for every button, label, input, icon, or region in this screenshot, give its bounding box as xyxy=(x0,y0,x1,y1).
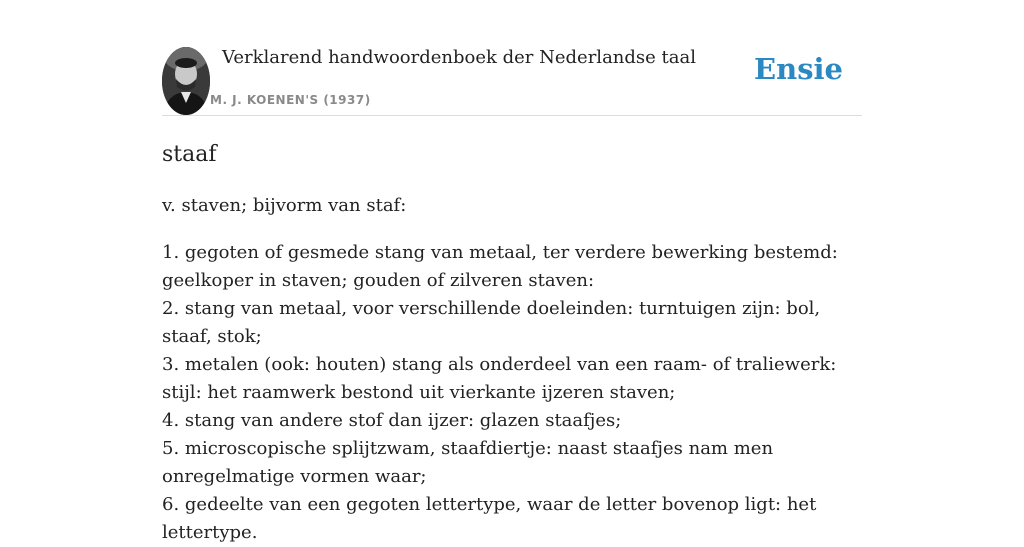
definition-item: 6. gedeelte van een gegoten lettertype, waar de letter bovenop ligt: het lettertype. xyxy=(162,494,817,543)
page xyxy=(162,0,862,547)
ensie-logo-link[interactable]: Ensie xyxy=(754,52,843,86)
definition-item: 3. metalen (ook: houten) stang als onderdeel van een raam- of traliewerk: stijl: het raamwerk bestond uit vierkante ijzeren staven; xyxy=(162,354,837,403)
book-subtitle: M. J. KOENEN'S (1937) xyxy=(210,93,371,107)
book-title: Verklarend handwoordenboek der Nederlandse taal xyxy=(222,47,696,68)
definition-item: 4. stang van andere stof dan ijzer: glazen staafjes; xyxy=(162,410,622,431)
definition-item: 1. gegoten of gesmede stang van metaal, ter verdere bewerking bestemd: geelkoper in staven; gouden of zilveren staven: xyxy=(162,242,838,291)
book-header xyxy=(162,0,862,116)
definition-list xyxy=(162,239,862,547)
definition-item: 2. stang van metaal, voor verschillende doeleinden: turntuigen zijn: bol, staaf, stok; xyxy=(162,298,821,347)
headword: staaf xyxy=(162,142,217,167)
entry-intro: v. staven; bijvorm van staf: xyxy=(162,195,407,216)
definition-item: 5. microscopische splijtzwam, staafdiertje: naast staafjes nam men onregelmatige vormen waar; xyxy=(162,438,774,487)
author-portrait-icon xyxy=(162,47,210,115)
